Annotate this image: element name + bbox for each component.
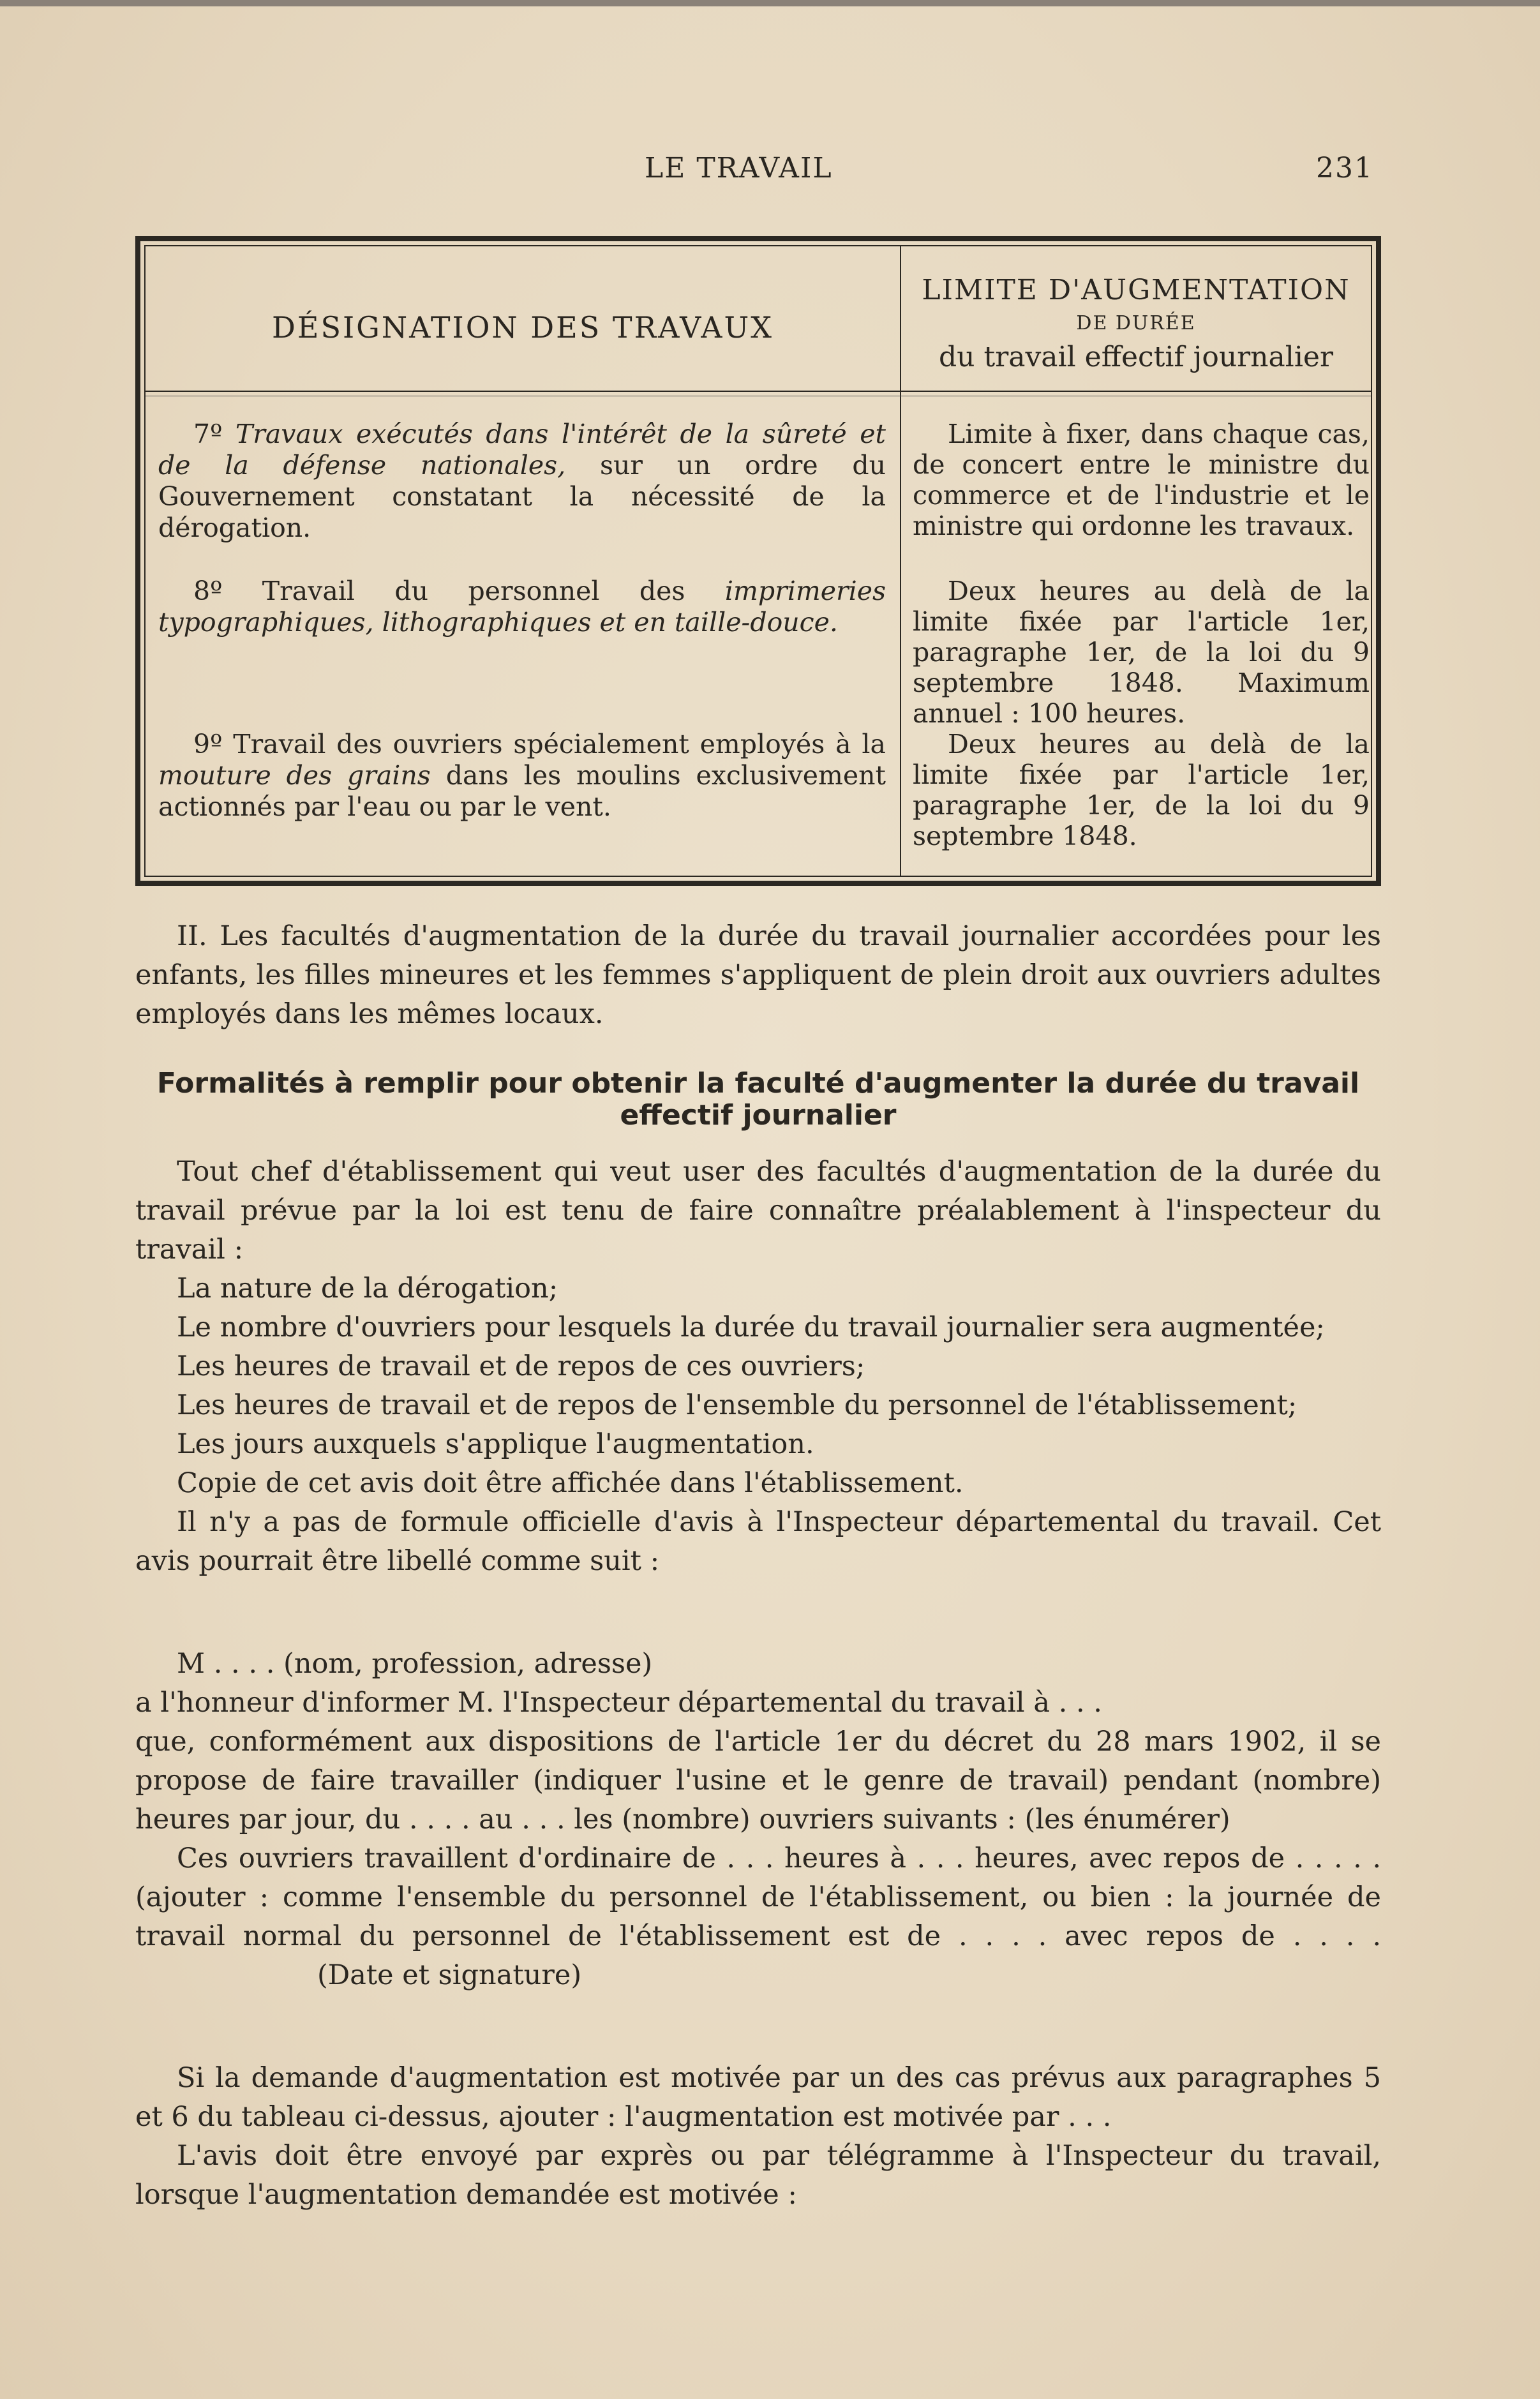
limit-header-line1: LIMITE D'AUGMENTATION — [922, 274, 1350, 306]
list-item: Les heures de travail et de repos de l'ensemble du personnel de l'établissement; — [177, 1389, 1297, 1421]
table-inner-frame — [144, 245, 1372, 877]
row-8-number: 8º — [193, 576, 223, 606]
list-item: Les jours auxquels s'applique l'augmentation. — [177, 1428, 814, 1460]
letter-line-4-text: Ces ouvriers travaillent d'ordinaire de . . . heures à . . . heures, avec repos de . . . . . (ajouter : comme l'ensemble du personnel de l'établissement, ou bien : la journée de travail normal du personnel de l'établissement est de . . . . avec repos de . . . . — [135, 1842, 1381, 1952]
limit-header-line2: DE DURÉE — [1076, 312, 1196, 334]
row-9-italic: mouture des grains — [158, 760, 431, 791]
table-row-8-limit: Deux heures au delà de la limite fixée par l'article 1er, paragraphe 1er, de la loi du 9 septembre 1848. Maximum annuel : 100 heures. — [913, 576, 1370, 729]
paragraph-send: L'avis doit être envoyé par exprès ou par télégramme à l'Inspecteur du travail, lorsque l'augmentation demandée est motivée : — [135, 2140, 1381, 2211]
list-item: Les heures de travail et de repos de ces ouvriers; — [177, 1350, 865, 1382]
closing-section — [135, 2059, 1381, 2215]
paragraph-no-form: Il n'y a pas de formule officielle d'avis à l'Inspecteur départemental du travail. Cet avis pourrait être libellé comme suit : — [135, 1506, 1381, 1577]
list-item: La nature de la dérogation; — [177, 1273, 558, 1304]
column-header-limit — [901, 272, 1371, 377]
row-9-text-after: dans les moulins exclusivement actionnés par l'eau ou par le vent. — [158, 760, 886, 822]
limit-header-line3: du travail effectif journalier — [939, 341, 1333, 373]
letter-line-2: a l'honneur d'informer M. l'Inspecteur départemental du travail à . . . — [135, 1687, 1102, 1719]
page-number: 231 — [1316, 152, 1373, 184]
row-9-number: 9º — [193, 729, 223, 759]
letter-line-3: que, conformément aux dispositions de l'article 1er du décret du 28 mars 1902, il se propose de faire travailler (indiquer l'usine et le genre de travail) pendant (nombre) heures par jour, du . . . . au . . . les (nombre) ouvriers suivants : (les énumérer) — [135, 1726, 1381, 1835]
letter-signature: (Date et signature) — [317, 1959, 582, 1991]
row-8-italic: imprimeries typographiques, lithographiques et en taille-douce. — [158, 576, 886, 638]
letter-line-4 — [135, 1839, 1381, 1995]
model-letter — [135, 1645, 1381, 1995]
column-header-designation: DÉSIGNATION DES TRAVAUX — [272, 310, 774, 345]
paragraph-II — [135, 917, 1381, 1034]
table-row-7-limit: Limite à fixer, dans chaque cas, de concert entre le ministre du commerce et de l'industrie et le ministre qui ordonne les travaux. — [913, 419, 1370, 541]
table-row-9-limit: Deux heures au delà de la limite fixée par l'article 1er, paragraphe 1er, de la loi du 9 septembre 1848. — [913, 729, 1370, 851]
letter-line-1: M . . . . (nom, profession, adresse) — [177, 1648, 653, 1680]
row-7-italic: Travaux exécutés dans l'intérêt de la sûreté et de la défense nationales, — [158, 419, 886, 481]
paragraph-copy: Copie de cet avis doit être affichée dans l'établissement. — [177, 1467, 964, 1499]
running-head: LE TRAVAIL — [645, 152, 833, 184]
page-top-edge — [0, 0, 1540, 6]
table-row-9-designation — [158, 729, 886, 823]
list-item: Le nombre d'ouvriers pour lesquels la durée du travail journalier sera augmentée; — [177, 1312, 1325, 1343]
row-9-text-before: Travail des ouvriers spécialement employés à la — [233, 729, 886, 759]
section-heading: Formalités à remplir pour obtenir la faculté d'augmenter la durée du travail effectif journalier — [156, 1067, 1360, 1132]
derogation-table — [135, 236, 1381, 886]
paragraph-cases: Si la demande d'augmentation est motivée par un des cas prévus aux paragraphes 5 et 6 du tableau ci-dessus, ajouter : l'augmentation est motivée par . . . — [135, 2062, 1381, 2133]
row-7-number: 7º — [193, 419, 223, 449]
row-7-text: sur un ordre du Gouvernement constatant la nécessité de la dérogation. — [158, 450, 886, 543]
row-8-text: Travail du personnel des — [262, 576, 685, 606]
table-row-8-designation — [158, 576, 886, 638]
paragraph-II-text: II. Les facultés d'augmentation de la durée du travail journalier accordées pour les enfants, les filles mineures et les femmes s'appliquent de plein droit aux ouvriers adultes employés dans les mêmes locaux. — [135, 920, 1381, 1030]
header-rule — [146, 391, 1371, 392]
table-row-7-designation — [158, 419, 886, 544]
paragraph-intro: Tout chef d'établissement qui veut user des facultés d'augmentation de la durée du travail prévue par la loi est tenu de faire connaître préalablement à l'inspecteur du travail : — [135, 1156, 1381, 1266]
main-body — [135, 1153, 1381, 1581]
